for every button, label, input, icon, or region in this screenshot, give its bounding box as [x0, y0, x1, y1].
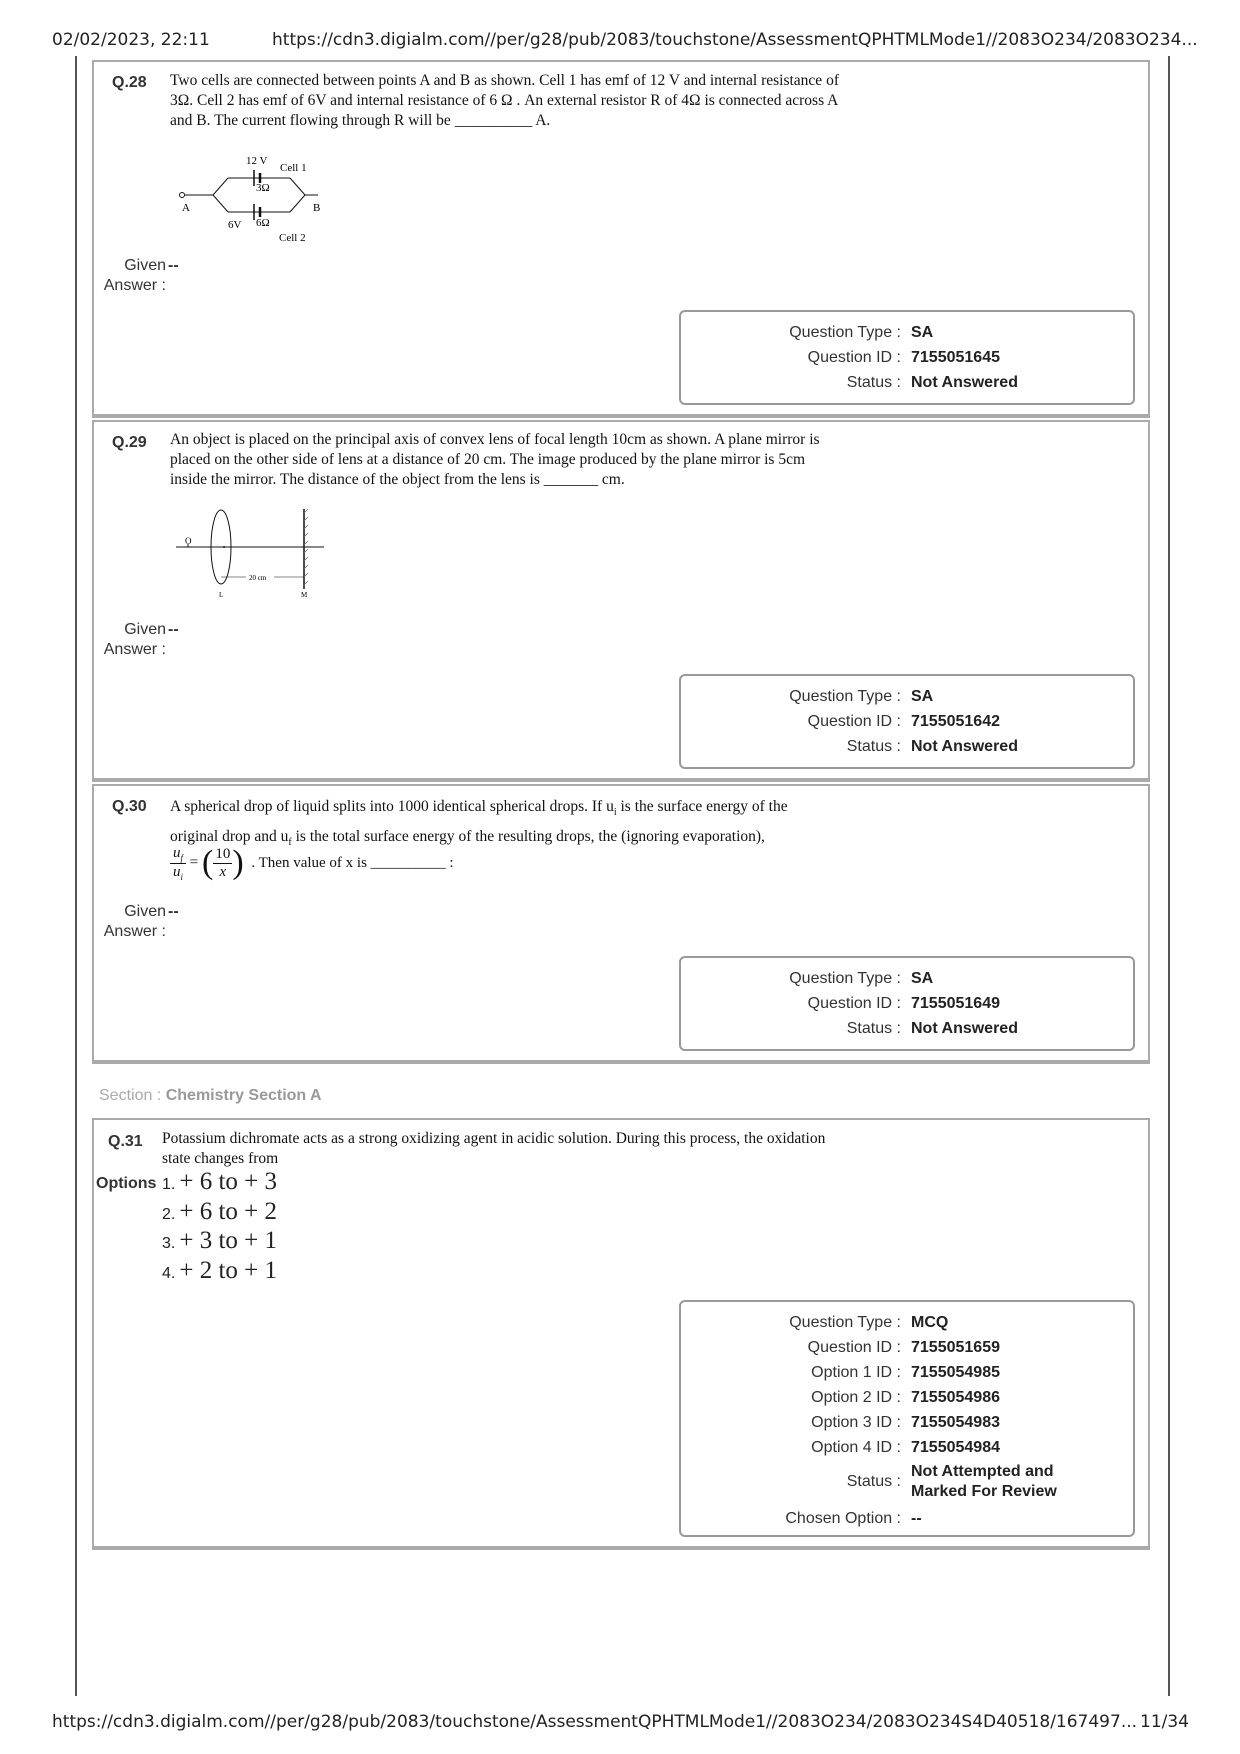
question-id-value: 7155051642: [911, 713, 1000, 730]
option-1[interactable]: 1. + 6 to + 3: [162, 1168, 277, 1195]
status-label: Status :: [846, 374, 901, 391]
question-type-label: Question Type :: [789, 688, 901, 705]
cell1-resistance-label: 3Ω: [256, 182, 270, 194]
question-id-label: Question ID :: [807, 349, 901, 366]
question-card-31: [92, 1118, 1150, 1550]
status-label: Status :: [846, 1473, 901, 1490]
print-datetime: 02/02/2023, 22:11: [52, 30, 210, 50]
option4-id-label: Option 4 ID :: [811, 1439, 901, 1456]
question-id-value: 7155051649: [911, 995, 1000, 1012]
option1-id-label: Option 1 ID :: [811, 1364, 901, 1381]
question-info-box: [679, 674, 1135, 769]
given-answer-value: --: [168, 257, 179, 274]
option4-id-value: 7155054984: [911, 1439, 1000, 1456]
question-text: Two cells are connected between points A and B as shown. Cell 1 has emf of 12 V and internal resistance of 3Ω. Cell 2 has emf of 6V and internal resistance of 6 Ω . An external resistor R of 4Ω is connected across A and B. The current flowing through R will be __________ A.: [170, 72, 839, 129]
question-card-30: [92, 784, 1150, 1064]
question-text: An object is placed on the principal axis of convex lens of focal length 10cm as shown. A plane mirror is placed on the other side of lens at a distance of 20 cm. The image produced by the plane mirror is 5cm inside the mirror. The distance of the object from the lens is _______ cm.: [170, 431, 820, 488]
distance-label: 20 cm: [249, 574, 267, 582]
cell1-emf-label: 12 V: [246, 155, 268, 167]
status-value: Not Answered: [911, 738, 1018, 755]
footer-url[interactable]: https://cdn3.digialm.com//per/g28/pub/2083/touchstone/AssessmentQPHTMLMode1//2083O234/2083O234S4D40518/167497...: [52, 1712, 1138, 1732]
question-type-value: MCQ: [911, 1314, 949, 1331]
question-type-value: SA: [911, 324, 934, 341]
option2-id-value: 7155054986: [911, 1389, 1000, 1406]
status-value: Not Answered: [911, 374, 1018, 391]
object-label: O: [185, 536, 192, 546]
given-answer-value: --: [168, 621, 179, 638]
question-info-box: [679, 1300, 1135, 1537]
option-2[interactable]: 2. + 6 to + 2: [162, 1198, 277, 1225]
question-info-box: [679, 310, 1135, 405]
lens-mirror-diagram: [174, 507, 334, 607]
question-type-label: Question Type :: [789, 324, 901, 341]
option3-id-value: 7155054983: [911, 1414, 1000, 1431]
status-value: Not Answered: [911, 1020, 1018, 1037]
question-type-value: SA: [911, 970, 934, 987]
option-4[interactable]: 4. + 2 to + 1: [162, 1257, 277, 1284]
question-number: Q.30: [112, 798, 147, 815]
option1-id-value: 7155054985: [911, 1364, 1000, 1381]
point-b-label: B: [313, 202, 321, 214]
question-id-label: Question ID :: [807, 713, 901, 730]
status-label: Status :: [846, 1020, 901, 1037]
status-label: Status :: [846, 738, 901, 755]
question-id-value: 7155051645: [911, 349, 1000, 366]
cell2-emf-label: 6V: [228, 219, 242, 231]
question-number: Q.29: [112, 434, 147, 451]
given-answer-value: --: [168, 903, 179, 920]
question-type-label: Question Type :: [789, 970, 901, 987]
question-type-label: Question Type :: [789, 1314, 901, 1331]
question-info-box: [679, 956, 1135, 1051]
option-3[interactable]: 3. + 3 to + 1: [162, 1227, 277, 1254]
circuit-diagram: [170, 146, 350, 246]
status-value-line2: Marked For Review: [911, 1483, 1057, 1500]
lens-label: L: [219, 591, 224, 599]
page-number: 11/34: [1140, 1712, 1189, 1732]
question-number: Q.28: [112, 74, 147, 91]
question-text: Potassium dichromate acts as a strong oxidizing agent in acidic solution. During this process, the oxidation state changes from: [162, 1130, 826, 1167]
cell2-resistance-label: 6Ω: [256, 217, 270, 229]
energy-ratio-formula: $\frac{u_f}{u_i}$ = ( $\frac{10}{x}$ ) . Then value of x is __________ :: [170, 844, 454, 882]
given-answer-label: Given Answer :: [103, 903, 166, 940]
print-url[interactable]: https://cdn3.digialm.com//per/g28/pub/2083/touchstone/AssessmentQPHTMLMode1//2083O234/2083O234...: [272, 30, 1198, 50]
mirror-label: M: [301, 591, 308, 599]
option2-id-label: Option 2 ID :: [811, 1389, 901, 1406]
chosen-option-value: --: [911, 1510, 922, 1527]
options-label: Options: [96, 1175, 157, 1192]
question-text: A spherical drop of liquid splits into 1000 identical spherical drops. If $u_i$ is the surface energy of the original drop and $u_f$ is the total surface energy of the resulting drops, the (ignoring evaporation),: [170, 798, 788, 849]
question-type-value: SA: [911, 688, 934, 705]
page-border-left: [75, 56, 77, 1696]
question-id-value: 7155051659: [911, 1339, 1000, 1356]
option3-id-label: Option 3 ID :: [811, 1414, 901, 1431]
question-id-label: Question ID :: [807, 995, 901, 1012]
section-label: Section : Chemistry Section A: [99, 1087, 322, 1104]
question-number: Q.31: [108, 1133, 143, 1150]
question-id-label: Question ID :: [807, 1339, 901, 1356]
chosen-option-label: Chosen Option :: [785, 1510, 901, 1527]
cell1-name-label: Cell 1: [280, 162, 307, 174]
question-card-29: [92, 420, 1150, 782]
cell2-name-label: Cell 2: [279, 232, 306, 244]
question-card-28: [92, 60, 1150, 418]
status-value-line1: Not Attempted and: [911, 1463, 1054, 1480]
page-border-right: [1168, 56, 1170, 1696]
given-answer-label: Given Answer :: [103, 621, 166, 658]
point-a-label: A: [182, 202, 190, 214]
given-answer-label: Given Answer :: [103, 257, 166, 294]
